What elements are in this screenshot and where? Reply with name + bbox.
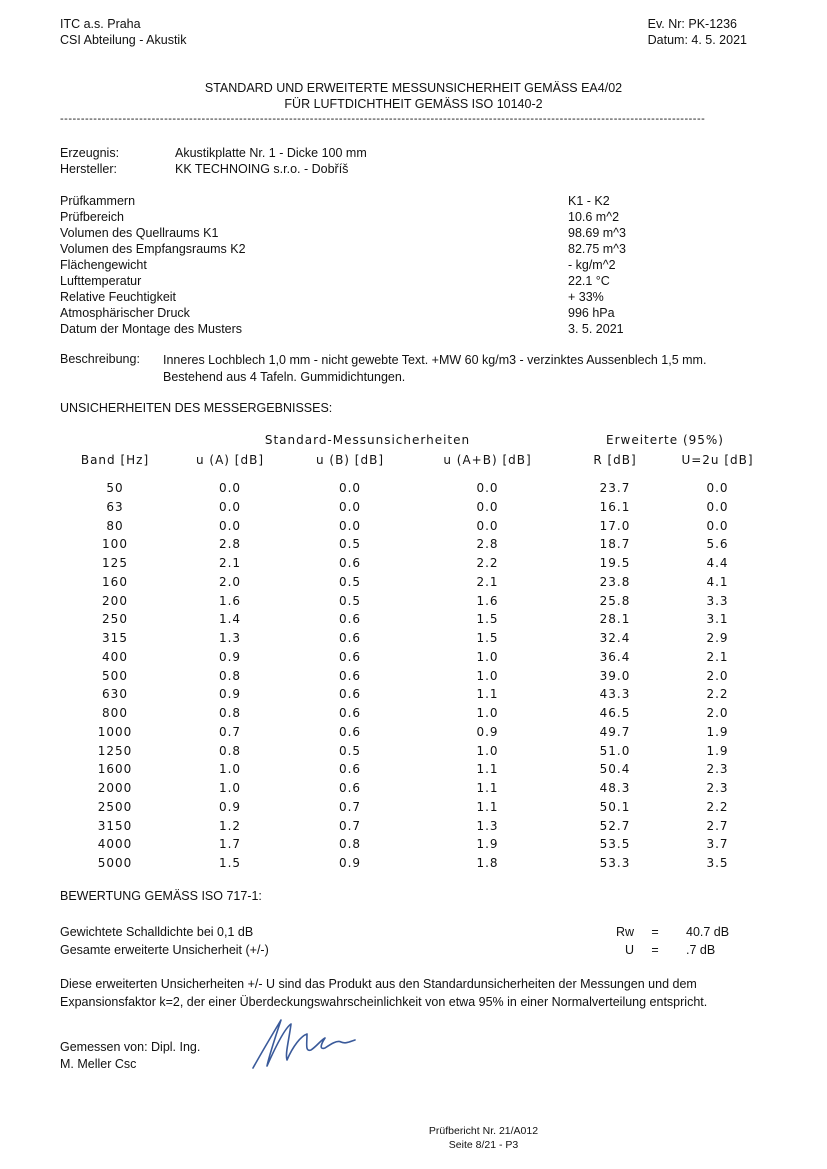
cell-ua: 1.0 [218,781,242,795]
evaluation-label: Gewichtete Schalldichte bei 0,1 dB [60,925,254,939]
cell-ub: 0.6 [338,781,362,795]
cell-ua: 2.0 [218,574,242,589]
cell-ub: 0.6 [338,612,362,627]
report-date: Datum: 4. 5. 2021 [647,33,747,47]
cell-ub: 0.6 [338,706,362,720]
cell-r: 50.4 [599,762,631,777]
cell-u2: 3.5 [706,856,729,870]
cell-band: 250 [102,612,128,627]
cell-r: 49.7 [599,724,631,739]
table-row [0,744,827,763]
uncertainty-note: Diese erweiterten Unsicherheiten +/- U sind das Produkt aus den Standardunsicherheiten der Messungen und dem Expansionsfaktor k=2, der einer Überdeckungswahrscheinlichkeit von etwa 95% in einer Normalverteilung entspricht. [60,977,708,1009]
record-number: Ev. Nr: PK-1236 [647,17,738,31]
cell-band: 160 [102,574,128,589]
description-line-1: Inneres Lochblech 1,0 mm - nicht gewebte Text. +MW 60 kg/m3 - verzinktes Aussenblech 1,5 mm. [163,353,707,367]
cell-ua: 0.8 [218,668,242,683]
cell-uab: 2.2 [476,556,499,570]
cell-ub: 0.5 [338,574,362,589]
evaluation-heading: BEWERTUNG GEMÄSS ISO 717-1: [60,889,262,903]
condition-label: Atmosphärischer Druck [60,306,190,320]
description-text [163,352,706,386]
evaluation-value: 40.7 dB [686,925,730,939]
cell-band: 2000 [97,781,133,795]
cell-ua: 0.8 [218,743,242,758]
cell-ub: 0.6 [338,687,362,702]
cell-band: 3150 [97,818,133,833]
condition-value: 3. 5. 2021 [568,322,624,336]
cell-band: 125 [102,556,128,570]
handwritten-signature [245,1010,360,1080]
description-line-2: Bestehend aus 4 Tafeln. Gummidichtungen. [163,370,406,384]
manufacturer-label: Hersteller: [60,162,117,176]
cell-band: 63 [106,499,124,514]
cell-ua: 0.0 [218,518,242,533]
cell-ub: 0.9 [338,856,362,870]
cell-band: 200 [102,593,128,608]
cell-ua: 0.9 [218,799,242,814]
cell-u2: 2.3 [706,781,729,795]
cell-u2: 1.9 [706,743,729,758]
product-value: Akustikplatte Nr. 1 - Dicke 100 mm [175,146,367,160]
cell-r: 36.4 [599,649,631,664]
table-row [0,612,827,631]
cell-r: 23.8 [599,574,631,589]
condition-value: 98.69 m^3 [568,226,626,240]
cell-uab: 1.1 [476,687,499,702]
condition-value: 996 hPa [568,306,615,320]
cell-u2: 2.9 [706,631,729,645]
cell-ua: 0.0 [218,481,242,495]
measured-by-line-2: M. Meller Csc [60,1057,137,1071]
reference-block [648,16,747,48]
cell-ua: 2.1 [218,556,242,570]
cell-ub: 0.8 [338,837,362,852]
cell-ub: 0.0 [338,518,362,533]
title-line-2: FÜR LUFTDICHTHEIT GEMÄSS ISO 10140-2 [284,97,543,111]
evaluation-value: .7 dB [686,943,716,957]
cell-r: 52.7 [599,818,631,833]
cell-uab: 1.0 [476,649,499,664]
cell-r: 18.7 [599,537,631,552]
cell-band: 5000 [97,856,133,870]
cell-band: 4000 [97,837,133,852]
condition-label: Relative Feuchtigkeit [60,290,177,304]
column-header-band: Band [Hz] [80,453,150,467]
cell-band: 1000 [97,724,133,739]
table-row [0,687,827,706]
table-row [0,556,827,575]
condition-label: Volumen des Quellraums K1 [60,226,219,240]
table-row [0,500,827,519]
evaluation-symbol: U [624,943,634,957]
cell-ua: 2.8 [218,537,242,552]
condition-value: 10.6 m^2 [568,210,620,224]
cell-r: 19.5 [599,556,631,570]
cell-ua: 0.8 [218,706,242,720]
table-header-row [0,453,827,472]
organization-block [60,16,186,48]
cell-ua: 1.5 [218,856,242,870]
condition-value: K1 - K2 [568,194,610,208]
cell-u2: 3.7 [706,837,729,852]
cell-r: 53.3 [599,856,631,870]
cell-r: 46.5 [599,706,631,720]
column-header-u2: U=2u [dB] [681,453,754,467]
cell-uab: 0.9 [476,724,499,739]
cell-ub: 0.5 [338,593,362,608]
cell-ua: 1.2 [218,818,242,833]
cell-r: 48.3 [599,781,631,795]
cell-u2: 0.0 [706,481,729,495]
description-label: Beschreibung: [60,352,140,366]
cell-ua: 1.7 [218,837,242,852]
page-footer [0,1124,827,1152]
evaluation-equals: = [651,925,659,939]
cell-u2: 2.0 [706,706,729,720]
organization-name: ITC a.s. Praha [60,17,141,31]
cell-ub: 0.0 [338,481,362,495]
table-row [0,819,827,838]
cell-ub: 0.6 [338,668,362,683]
condition-label: Volumen des Empfangsraums K2 [60,242,246,256]
cell-ua: 1.4 [218,612,242,627]
cell-r: 51.0 [599,743,631,758]
cell-ub: 0.5 [338,743,362,758]
condition-label: Prüfkammern [60,194,136,208]
cell-u2: 5.6 [706,537,729,552]
cell-uab: 1.5 [476,612,499,627]
condition-value: - kg/m^2 [568,258,616,272]
cell-ub: 0.6 [338,556,362,570]
cell-u2: 2.2 [706,687,729,702]
page-number: Seite 8/21 - P3 [448,1139,519,1151]
table-row [0,800,827,819]
cell-ua: 0.7 [218,724,242,739]
cell-r: 23.7 [599,481,631,495]
extended-uncertainty-group-header: Erweiterte (95%) [605,433,724,447]
table-row [0,837,827,856]
cell-u2: 1.9 [706,724,729,739]
cell-uab: 0.0 [476,518,499,533]
cell-r: 28.1 [599,612,631,627]
cell-uab: 1.0 [476,668,499,683]
table-row [0,575,827,594]
condition-label: Flächengewicht [60,258,147,272]
cell-ub: 0.5 [338,537,362,552]
condition-label: Lufttemperatur [60,274,142,288]
cell-ub: 0.6 [338,724,362,739]
cell-u2: 3.3 [706,593,729,608]
cell-u2: 2.0 [706,668,729,683]
table-row [0,481,827,500]
table-row [0,594,827,613]
cell-r: 17.0 [599,518,631,533]
condition-label: Prüfbereich [60,210,124,224]
cell-uab: 1.1 [476,781,499,795]
table-row [0,762,827,781]
cell-uab: 1.3 [476,818,499,833]
table-row [0,856,827,875]
column-header-ua: u (A) [dB] [195,453,265,467]
cell-ub: 0.6 [338,649,362,664]
cell-u2: 4.1 [706,574,729,589]
cell-uab: 1.8 [476,856,499,870]
table-row [0,650,827,669]
cell-u2: 0.0 [706,518,729,533]
cell-band: 1250 [97,743,133,758]
condition-value: + 33% [568,290,604,304]
cell-uab: 1.0 [476,743,499,758]
cell-u2: 2.1 [706,649,729,664]
table-row [0,669,827,688]
report-number: Prüfbericht Nr. 21/A012 [428,1125,539,1137]
cell-ub: 0.7 [338,818,362,833]
cell-ua: 1.3 [218,631,242,645]
column-header-r: R [dB] [593,453,637,467]
dashed-divider: ----------------------------------------------------------------------------------------------------------------------------------------------------------- [60,113,706,125]
table-row [0,537,827,556]
cell-r: 43.3 [599,687,631,702]
cell-ua: 0.0 [218,499,242,514]
cell-band: 800 [102,706,128,720]
cell-u2: 2.2 [706,799,729,814]
cell-r: 53.5 [599,837,631,852]
cell-u2: 4.4 [706,556,729,570]
document-title [0,80,827,112]
cell-ub: 0.7 [338,799,362,814]
cell-band: 500 [102,668,128,683]
cell-uab: 0.0 [476,499,499,514]
cell-r: 39.0 [599,668,631,683]
evaluation-symbol: Rw [615,925,634,939]
cell-band: 400 [102,649,128,664]
cell-uab: 1.9 [476,837,499,852]
measured-by-line-1: Gemessen von: Dipl. Ing. [60,1040,201,1054]
cell-band: 50 [106,481,124,495]
table-row [0,781,827,800]
cell-uab: 2.8 [476,537,499,552]
cell-ua: 1.0 [218,762,242,777]
cell-uab: 1.1 [476,762,499,777]
cell-u2: 2.7 [706,818,729,833]
cell-band: 1600 [97,762,133,777]
column-header-ub: u (B) [dB] [315,453,385,467]
cell-band: 2500 [97,799,133,814]
organization-department: CSI Abteilung - Akustik [60,33,187,47]
measured-by [60,1039,200,1073]
cell-r: 25.8 [599,593,631,608]
cell-band: 100 [102,537,128,552]
uncertainty-heading: UNSICHERHEITEN DES MESSERGEBNISSES: [60,401,333,415]
cell-u2: 3.1 [706,612,729,627]
cell-ub: 0.6 [338,631,362,645]
table-row [0,631,827,650]
cell-u2: 0.0 [706,499,729,514]
condition-label: Datum der Montage des Musters [60,322,243,336]
evaluation-equals: = [651,943,659,957]
cell-band: 315 [102,631,128,645]
table-row [0,725,827,744]
title-line-1: STANDARD UND ERWEITERTE MESSUNSICHERHEIT GEMÄSS EA4/02 [204,81,623,95]
cell-ub: 0.6 [338,762,362,777]
cell-r: 50.1 [599,799,631,814]
cell-u2: 2.3 [706,762,729,777]
condition-value: 82.75 m^3 [568,242,626,256]
column-header-uab: u (A+B) [dB] [443,453,532,467]
table-row [0,519,827,538]
cell-ua: 0.9 [218,649,242,664]
manufacturer-value: KK TECHNOING s.r.o. - Dobříš [175,162,349,176]
cell-uab: 0.0 [476,481,499,495]
table-row [0,706,827,725]
cell-uab: 1.5 [476,631,499,645]
standard-uncertainty-group-header: Standard-Messunsicherheiten [264,433,471,447]
cell-ua: 0.9 [218,687,242,702]
cell-uab: 1.6 [476,593,499,608]
cell-uab: 1.1 [476,799,499,814]
condition-value: 22.1 °C [568,274,610,288]
cell-r: 32.4 [599,631,631,645]
product-label: Erzeugnis: [60,146,120,160]
cell-ub: 0.0 [338,499,362,514]
cell-uab: 2.1 [476,574,499,589]
cell-band: 80 [106,518,124,533]
cell-r: 16.1 [599,499,631,514]
cell-uab: 1.0 [476,706,499,720]
evaluation-label: Gesamte erweiterte Unsicherheit (+/-) [60,943,269,957]
cell-band: 630 [102,687,128,702]
cell-ua: 1.6 [218,593,242,608]
